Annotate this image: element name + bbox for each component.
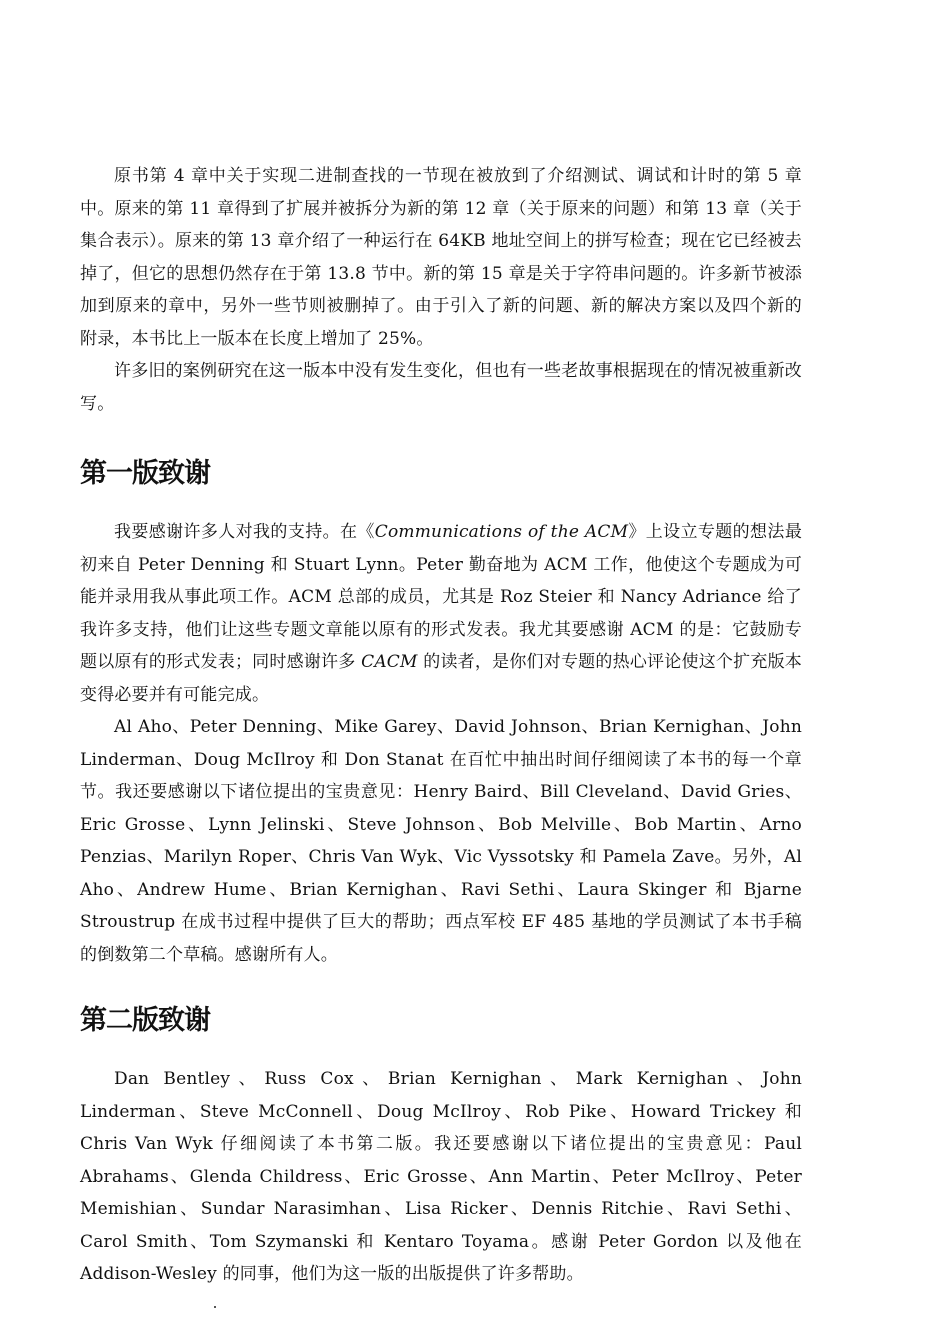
text-run: 》上设立专题的想法最初来自 Peter Denning 和 Stuart Lynn。Peter 勤奋地为 ACM 工作，他使这个专题成为可能并录用我从事此项工作。ACM 总部的成员，尤其是 Roz Steier 和 Nancy Adriance 给了我许多支持，他们让这些专题文章能以原有的形式发表。我尤其要感谢 ACM 的是：它鼓励专题以原有的形式发表；同时感谢许多 <box>80 522 803 672</box>
text-run: 的读者，是你们对专题的热心评论使这个扩充版本变得必要并有可能完成。 <box>80 652 802 705</box>
section-heading-first-edition: 第一版致谢 <box>80 458 210 489</box>
document-page <box>80 160 802 1291</box>
intro-paragraph-1: 原书第 4 章中关于实现二进制查找的一节现在被放到了介绍测试、调试和计时的第 5 章中。原来的第 11 章得到了扩展并被拆分为新的第 12 章（关于原来的问题）和第 13 章（关于集合表示）。原来的第 13 章介绍了一种运行在 64KB 地址空间上的拼写检查；现在它已经被去掉了，但它的思想仍然存在于第 13.8 节中。新的第 15 章是关于字符串问题的。许多新节被添加到原来的章中，另外一些节则被删掉了。由于引入了新的问题、新的解决方案以及四个新的附录，本书比上一版本在长度上增加了 25%。 <box>80 166 802 349</box>
scan-speck <box>214 1306 216 1308</box>
journal-title: Communications of the ACM <box>374 522 629 542</box>
text-run: 我要感谢许多人对我的支持。在《 <box>114 522 375 542</box>
journal-abbrev: CACM <box>361 652 418 672</box>
first-edition-paragraph-1 <box>80 516 802 711</box>
second-edition-paragraph-1: Dan Bentley、Russ Cox、Brian Kernighan、Mark Kernighan、John Linderman、Steve McConnell、Doug McIlroy、Rob Pike、Howard Trickey 和 Chris Van Wyk 仔细阅读了本书第二版。我还要感谢以下诸位提出的宝贵意见：Paul Abrahams、Glenda Childress、Eric Grosse、Ann Martin、Peter McIlroy、Peter Memishian、Sundar Narasimhan、Lisa Ricker、Dennis Ritchie、Ravi Sethi、Carol Smith、Tom Szymanski 和 Kentaro Toyama。感谢 Peter Gordon 以及他在 Addison-Wesley 的同事，他们为这一版的出版提供了许多帮助。 <box>80 1069 802 1284</box>
first-edition-paragraph-2: Al Aho、Peter Denning、Mike Garey、David Johnson、Brian Kernighan、John Linderman、Doug McIlroy 和 Don Stanat 在百忙中抽出时间仔细阅读了本书的每一个章节。我还要感谢以下诸位提出的宝贵意见：Henry Baird、Bill Cleveland、David Gries、Eric Grosse、Lynn Jelinski、Steve Johnson、Bob Melville、Bob Martin、Arno Penzias、Marilyn Roper、Chris Van Wyk、Vic Vyssotsky 和 Pamela Zave。另外，Al Aho、Andrew Hume、Brian Kernighan、Ravi Sethi、Laura Skinger 和 Bjarne Stroustrup 在成书过程中提供了巨大的帮助；西点军校 EF 485 基地的学员测试了本书手稿的倒数第二个草稿。感谢所有人。 <box>80 717 802 965</box>
intro-paragraph-2: 许多旧的案例研究在这一版本中没有发生变化，但也有一些老故事根据现在的情况被重新改写。 <box>80 361 802 414</box>
section-heading-second-edition: 第二版致谢 <box>80 1005 210 1036</box>
